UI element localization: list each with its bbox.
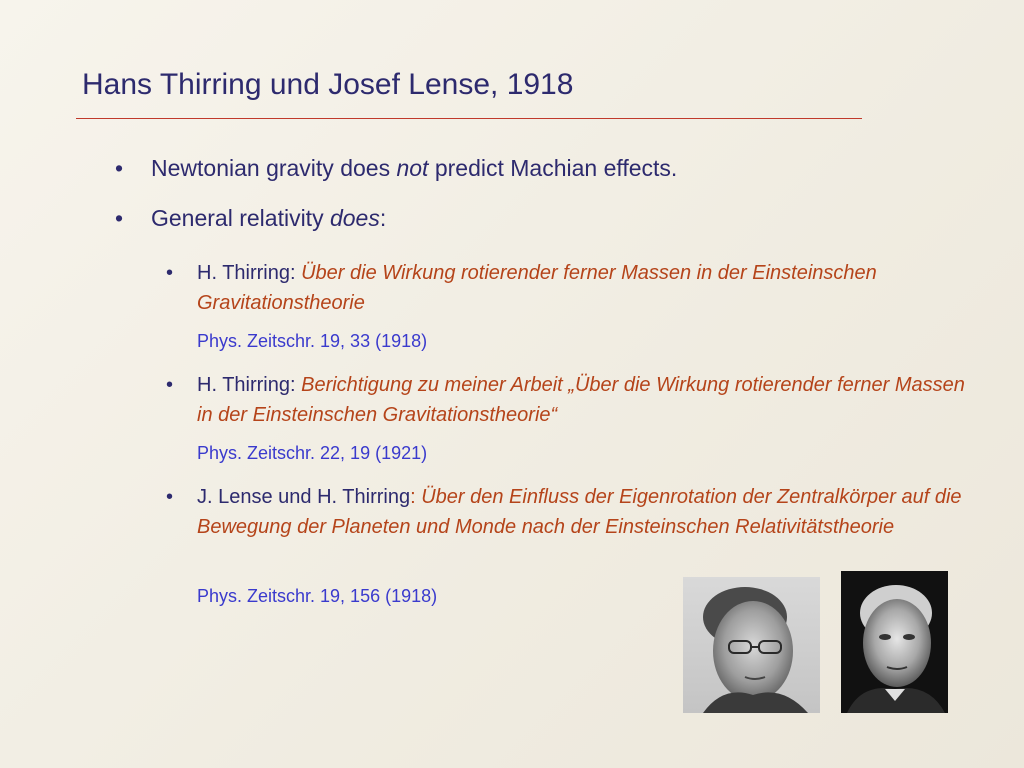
reference-item xyxy=(166,258,926,318)
bullet-marker: • xyxy=(115,155,124,181)
reference-colon: : xyxy=(410,486,416,508)
bullet-emphasis: not xyxy=(396,155,429,181)
reference-title: Über die Wirkung rotierender ferner Massen in der Einsteinschen Gravitationstheorie xyxy=(197,262,877,314)
bullet-text-post: : xyxy=(379,205,387,231)
bullet-text-pre: General relativity xyxy=(151,205,330,231)
reference-title: Über den Einfluss der Eigenrotation der Zentralkörper auf die Bewegung der Planeten und Monde nach der Einsteinschen Relativitätstheorie xyxy=(197,486,962,538)
bullet-marker: • xyxy=(115,205,124,231)
bullet-marker: • xyxy=(166,374,174,396)
reference-title: Berichtigung zu meiner Arbeit „Über die Wirkung rotierender ferner Massen in der Einsteinschen Gravitationstheorie“ xyxy=(197,374,965,426)
bullet-general-relativity xyxy=(115,205,386,232)
reference-author: H. Thirring: xyxy=(197,262,296,284)
slide-title: Hans Thirring und Josef Lense, 1918 xyxy=(82,68,574,101)
reference-citation: Phys. Zeitschr. 22, 19 (1921) xyxy=(197,443,428,463)
title-underline xyxy=(76,118,862,119)
portrait-photo-lense xyxy=(841,571,948,713)
reference-citation: Phys. Zeitschr. 19, 156 (1918) xyxy=(197,586,438,606)
reference-item xyxy=(166,482,966,542)
portrait-photo-thirring xyxy=(683,577,820,713)
bullet-marker: • xyxy=(166,486,174,508)
bullet-marker: • xyxy=(166,262,174,284)
bullet-text-post: predict Machian effects. xyxy=(428,155,678,181)
bullet-text-pre: Newtonian gravity does xyxy=(151,155,397,181)
bullet-emphasis: does xyxy=(329,205,380,231)
reference-author: H. Thirring: xyxy=(197,374,296,396)
reference-item xyxy=(166,370,966,430)
bullet-newtonian xyxy=(115,155,677,182)
reference-author: J. Lense und H. Thirring xyxy=(197,486,411,508)
reference-citation: Phys. Zeitschr. 19, 33 (1918) xyxy=(197,331,428,351)
